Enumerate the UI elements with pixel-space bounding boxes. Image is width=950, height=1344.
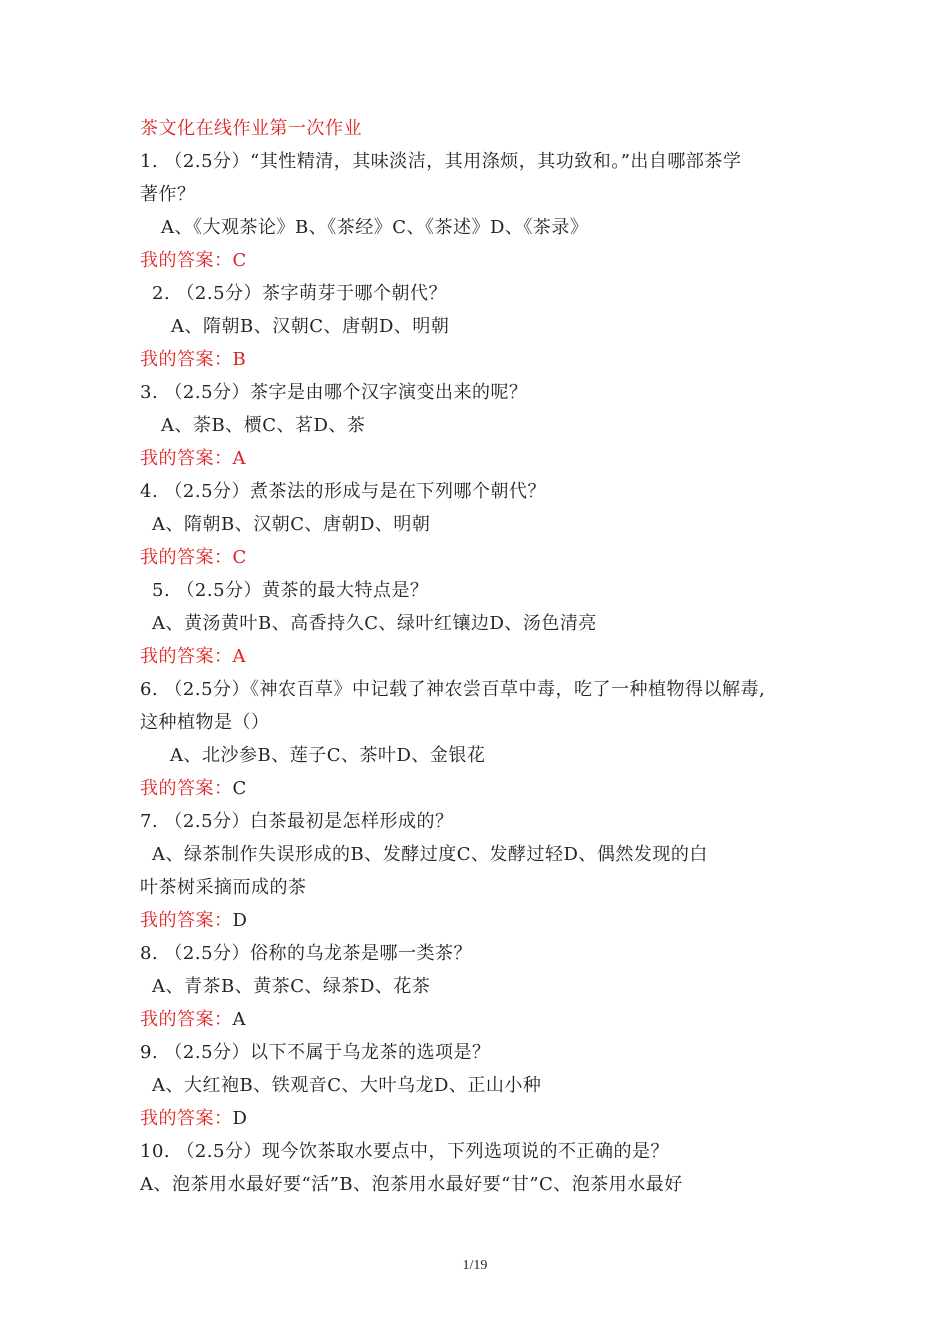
question-2-text: 2. （2.5分）茶字萌芽于哪个朝代？ [152,283,448,304]
question-4-text: 4. （2.5分）煮茶法的形成与是在下列哪个朝代？ [140,481,547,502]
question-7-options: A、绿茶制作失误形成的B、发酵过度C、发酵过轻D、偶然发现的白 [152,844,708,865]
question-8-text: 8. （2.5分）俗称的乌龙茶是哪一类茶？ [140,943,473,964]
question-1-options: A、《大观茶论》B、《茶经》C、《茶述》D、《茶录》 [161,217,589,238]
question-3-answer [140,448,246,470]
answer-value: D [232,1108,248,1129]
question-2-options: A、隋朝B、汉朝C、唐朝D、明朝 [171,316,450,337]
answer-value: B [232,349,247,370]
question-6-answer [140,778,247,800]
question-10-options: A、泡茶用水最好要“活”B、泡茶用水最好要“甘”C、泡茶用水最好 [140,1174,683,1195]
question-7-text: 7. （2.5分）白茶最初是怎样形成的？ [140,811,454,832]
question-9-options: A、大红袍B、铁观音C、大叶乌龙D、正山小种 [152,1075,542,1096]
answer-label: 我的答案： [140,250,233,271]
question-10-text: 10. （2.5分）现今饮茶取水要点中，下列选项说的不正确的是？ [140,1141,669,1162]
question-4-answer [140,547,247,569]
page-title: 茶文化在线作业第一次作业 [140,118,362,139]
question-4-options: A、隋朝B、汉朝C、唐朝D、明朝 [152,514,431,535]
question-8-answer [140,1009,246,1031]
question-7-answer [140,910,247,932]
answer-label: 我的答案： [140,1009,233,1030]
answer-label: 我的答案： [140,1108,233,1129]
question-9-answer [140,1108,247,1130]
question-6-options: A、北沙参B、莲子C、茶叶D、金银花 [170,745,486,766]
answer-value: A [232,448,246,469]
answer-value: C [232,547,247,568]
question-5-answer [140,646,246,668]
question-3-text: 3. （2.5分）茶字是由哪个汉字演变出来的呢？ [140,382,528,403]
answer-label: 我的答案： [140,778,233,799]
question-1-text-cont: 著作？ [140,184,196,205]
question-9-text: 9. （2.5分）以下不属于乌龙茶的选项是？ [140,1042,491,1063]
question-8-options: A、青茶B、黄茶C、绿茶D、花茶 [152,976,431,997]
answer-value: A [232,1009,246,1030]
page-number: 1/19 [462,1258,488,1273]
answer-value: D [232,910,248,931]
answer-value: C [232,250,247,271]
answer-label: 我的答案： [140,910,233,931]
question-6-text: 6. （2.5分）《神农百草》中记载了神农尝百草中毒，吃了一种植物得以解毒, [140,679,766,700]
question-3-options: A、荼B、槚C、茗D、茶 [161,415,366,436]
answer-label: 我的答案： [140,547,233,568]
question-1-text: 1. （2.5分）“其性精清，其味淡洁，其用涤烦，其功致和。”出自哪部茶学 [140,151,742,172]
question-6-text-cont: 这种植物是（） [140,712,270,733]
question-1-answer [140,250,247,272]
answer-label: 我的答案： [140,448,233,469]
question-5-options: A、黄汤黄叶B、高香持久C、绿叶红镶边D、汤色清亮 [152,613,597,634]
question-7-options-cont: 叶茶树采摘而成的茶 [140,877,307,898]
answer-label: 我的答案： [140,349,233,370]
answer-value: C [232,778,247,799]
answer-value: A [232,646,246,667]
question-2-answer [140,349,246,371]
answer-label: 我的答案： [140,646,233,667]
question-5-text: 5. （2.5分）黄茶的最大特点是？ [152,580,429,601]
